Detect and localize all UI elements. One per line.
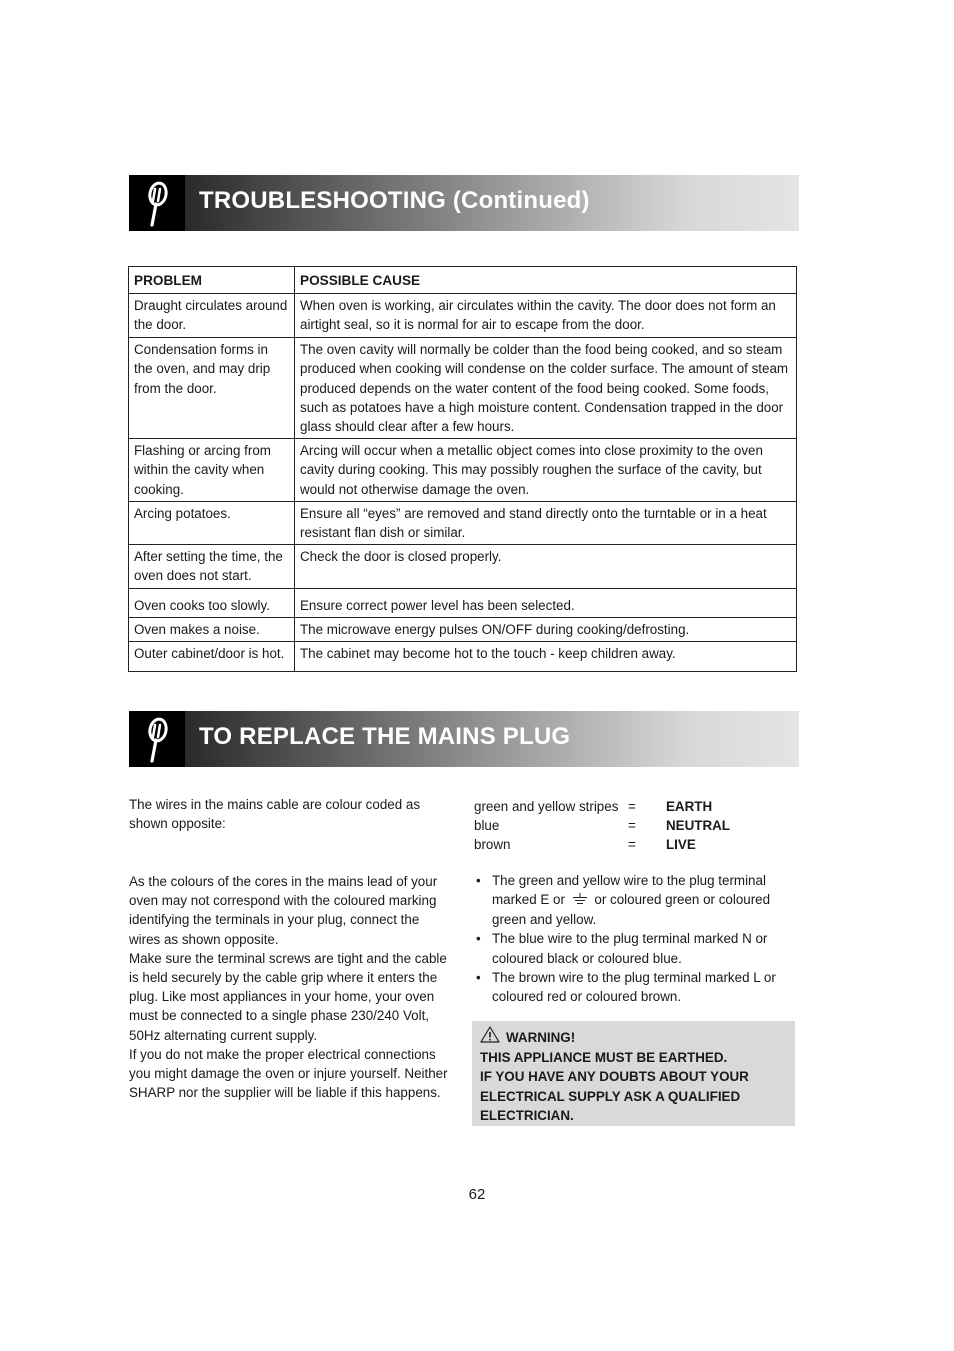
section-title: TO REPLACE THE MAINS PLUG bbox=[199, 723, 571, 750]
table-row bbox=[129, 294, 797, 338]
tip-marker-icon bbox=[129, 175, 185, 231]
problem-cell: Condensation forms in the oven, and may drip from the door. bbox=[129, 338, 295, 439]
cause-cell: The oven cavity will normally be colder than the food being cooked, and so steam produced when cooking will condense on the colder surface. The amount of steam produced depends on the water content of the food being cooked. Some foods, such as potatoes have a high moisture content. Condensation trapped in the door glass should clear after a few hours. bbox=[295, 338, 797, 439]
table-row bbox=[129, 589, 797, 618]
wiring-instructions bbox=[129, 872, 454, 1102]
list-item bbox=[474, 968, 794, 1006]
problem-cell: After setting the time, the oven does not start. bbox=[129, 545, 295, 589]
wire-colour: green and yellow stripes bbox=[474, 799, 619, 814]
equals-sign: = bbox=[628, 818, 636, 834]
bullet-text: The brown wire to the plug terminal marked L or coloured red or coloured brown. bbox=[492, 969, 776, 1005]
bullet-icon: • bbox=[476, 873, 481, 888]
cause-cell: Arcing will occur when a metallic object comes into close proximity to the oven cavity during cooking. This may possibly roughen the surface of the cavity, but would not otherwise damage the oven. bbox=[295, 439, 797, 502]
page-number: 62 bbox=[468, 1186, 486, 1203]
paragraph: As the colours of the cores in the mains lead of your oven may not correspond with the coloured marking identifying the terminals in your plug, connect the wires as shown opposite. bbox=[129, 874, 438, 947]
column-header-cause: POSSIBLE CAUSE bbox=[295, 267, 797, 294]
table-row bbox=[129, 439, 797, 502]
connection-bullets bbox=[474, 871, 794, 1006]
troubleshooting-table bbox=[128, 266, 797, 672]
problem-cell: Oven makes a noise. bbox=[129, 618, 295, 642]
warning-line: THIS APPLIANCE MUST BE EARTHED. bbox=[480, 1050, 728, 1066]
table-row bbox=[129, 338, 797, 439]
table-header-row bbox=[129, 267, 797, 294]
table-row bbox=[129, 545, 797, 589]
wiring-intro-text: The wires in the mains cable are colour coded as shown opposite: bbox=[129, 797, 421, 832]
section-title: TROUBLESHOOTING (Continued) bbox=[199, 187, 590, 214]
problem-cell: Outer cabinet/door is hot. bbox=[129, 642, 295, 672]
warning-triangle-icon bbox=[480, 1026, 500, 1048]
cause-cell: Check the door is closed properly. bbox=[295, 545, 797, 589]
table-row bbox=[129, 501, 797, 544]
cause-cell: The cabinet may become hot to the touch - keep children away. bbox=[295, 642, 797, 672]
problem-cell: Draught circulates around the door. bbox=[129, 294, 295, 338]
terminal-name: EARTH bbox=[666, 799, 713, 814]
equals-sign: = bbox=[628, 799, 636, 814]
cause-cell: When oven is working, air circulates within the cavity. The door does not form an airtight seal, so it is normal for air to escape from the door. bbox=[295, 294, 797, 338]
paragraph: Make sure the terminal screws are tight and the cable is held securely by the cable grip where it enters the plug. Like most appliances in your home, your oven must be connected to a single phase 230/240 Volt, 50Hz alternating current supply. bbox=[129, 950, 447, 1043]
equals-sign: = bbox=[628, 837, 636, 853]
bullet-icon: • bbox=[476, 931, 481, 947]
troubleshooting-banner bbox=[129, 175, 799, 231]
list-item bbox=[474, 929, 794, 967]
list-item bbox=[474, 871, 794, 929]
warning-heading: WARNING! bbox=[506, 1029, 576, 1045]
earth-symbol-icon bbox=[571, 891, 589, 910]
bullet-text: The blue wire to the plug terminal marked N or coloured black or coloured blue. bbox=[492, 931, 768, 966]
cause-cell: Ensure all “eyes” are removed and stand directly onto the turntable or in a heat resistant flan dish or similar. bbox=[295, 501, 797, 544]
problem-cell: Flashing or arcing from within the cavity when cooking. bbox=[129, 439, 295, 502]
table-row bbox=[129, 618, 797, 642]
table-row bbox=[129, 642, 797, 672]
problem-cell: Arcing potatoes. bbox=[129, 501, 295, 544]
column-header-problem: PROBLEM bbox=[129, 267, 295, 294]
problem-cell: Oven cooks too slowly. bbox=[129, 589, 295, 618]
wire-colour: brown bbox=[474, 837, 511, 853]
cause-cell: The microwave energy pulses ON/OFF during cooking/defrosting. bbox=[295, 618, 797, 642]
mains-plug-banner bbox=[129, 711, 799, 767]
tip-marker-icon bbox=[129, 711, 185, 767]
terminal-name: LIVE bbox=[666, 837, 696, 853]
terminal-name: NEUTRAL bbox=[666, 818, 730, 834]
warning-line: IF YOU HAVE ANY DOUBTS ABOUT YOUR ELECTRICAL SUPPLY ASK A QUALIFIED ELECTRICIAN. bbox=[480, 1069, 749, 1123]
wire-colour: blue bbox=[474, 818, 500, 834]
bullet-text: The green and yellow wire to the plug terminal marked E or bbox=[492, 873, 766, 908]
cause-cell: Ensure correct power level has been selected. bbox=[295, 589, 797, 618]
warning-box bbox=[472, 1021, 795, 1126]
paragraph: If you do not make the proper electrical connections you might damage the oven or injure yourself. Neither SHARP nor the supplier will be liable if this happens. bbox=[129, 1046, 448, 1101]
bullet-icon: • bbox=[476, 969, 481, 985]
bullet-text: or coloured green or coloured green and yellow. bbox=[492, 892, 771, 928]
